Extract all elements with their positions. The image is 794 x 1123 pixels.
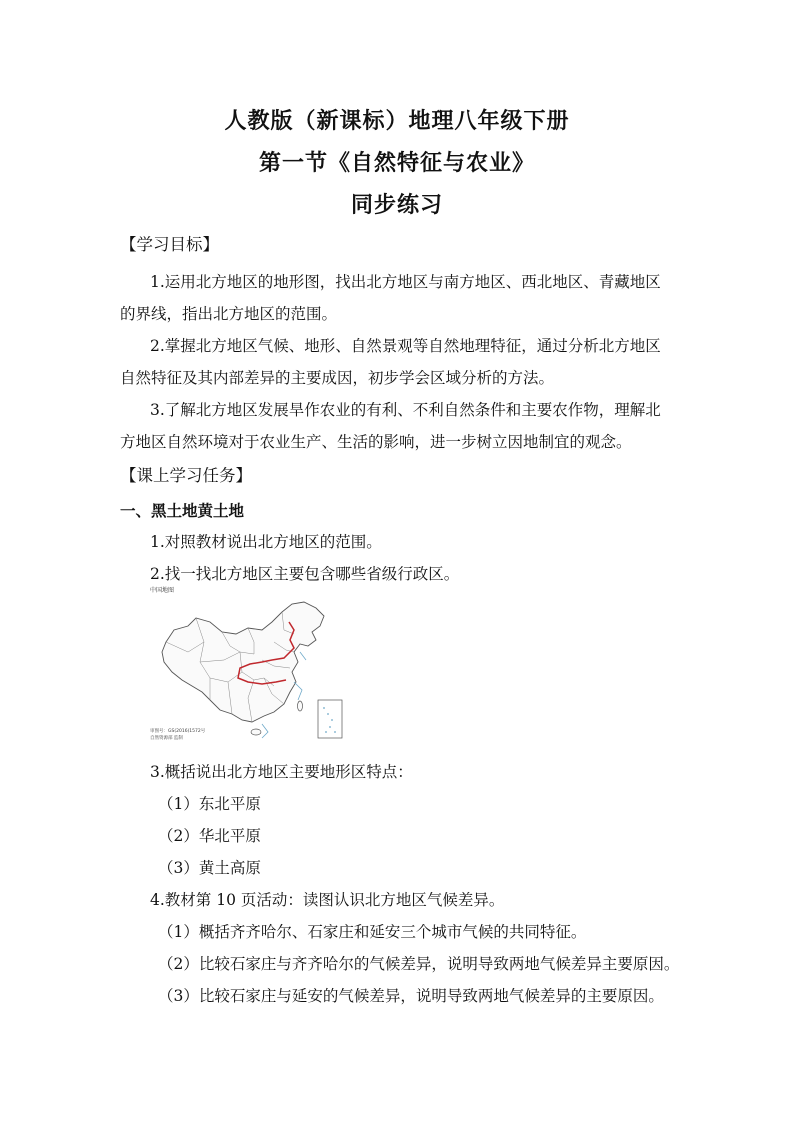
objective-1-line-2: 的界线，指出北方地区的范围。 <box>120 305 338 323</box>
objective-2-line-1: 2.掌握北方地区气候、地形、自然景观等自然地理特征，通过分析北方地区 <box>150 337 661 355</box>
exercise-title: 同步练习 <box>350 192 443 218</box>
question-3-sub-3: （3）黄土高原 <box>158 859 261 877</box>
question-3: 3.概括说出北方地区主要地形区特点： <box>150 763 413 781</box>
document-title: 人教版（新课标）地理八年级下册 <box>224 108 570 134</box>
objective-1-line-1: 1.运用北方地区的地形图，找出北方地区与南方地区、西北地区、青藏地区 <box>150 273 661 291</box>
objective-3-line-1: 3.了解北方地区发展旱作农业的有利、不利自然条件和主要农作物，理解北 <box>150 401 661 419</box>
question-4: 4.教材第 10 页活动：读图认识北方地区气候差异。 <box>150 891 505 909</box>
south-china-sea-inset <box>318 700 342 738</box>
tasks-heading: 【课上学习任务】 <box>120 466 252 485</box>
map-footnote-1: 审图号：GS(2016)1572号 <box>150 729 206 734</box>
section-1-title: 一、黑土地黄土地 <box>120 501 245 520</box>
lesson-title: 第一节《自然特征与农业》 <box>258 150 535 176</box>
question-3-sub-1: （1）东北平原 <box>158 795 261 813</box>
question-4-sub-1: （1）概括齐齐哈尔、石家庄和延安三个城市气候的共同特征。 <box>158 923 587 941</box>
question-1: 1.对照教材说出北方地区的范围。 <box>150 533 382 551</box>
objectives-heading: 【学习目标】 <box>120 235 219 254</box>
question-3-sub-2: （2）华北平原 <box>158 827 261 845</box>
china-map-figure <box>144 582 350 744</box>
question-4-sub-3: （3）比较石家庄与延安的气候差异，说明导致两地气候差异的主要原因。 <box>158 987 664 1005</box>
map-title: 中国地图 <box>150 587 175 594</box>
map-footnote-2: 自然资源部 监制 <box>150 736 183 741</box>
taiwan-island <box>298 701 303 711</box>
china-map-svg <box>144 582 350 744</box>
question-4-sub-2: （2）比较石家庄与齐齐哈尔的气候差异，说明导致两地气候差异主要原因。 <box>158 955 680 973</box>
question-2: 2.找一找北方地区主要包含哪些省级行政区。 <box>150 565 460 583</box>
hainan-island <box>251 729 261 735</box>
objective-2-line-2: 自然特征及其内部差异的主要成因，初步学会区域分析的方法。 <box>120 369 555 387</box>
objective-3-line-2: 方地区自然环境对于农业生产、生活的影响，进一步树立因地制宜的观念。 <box>120 433 632 451</box>
